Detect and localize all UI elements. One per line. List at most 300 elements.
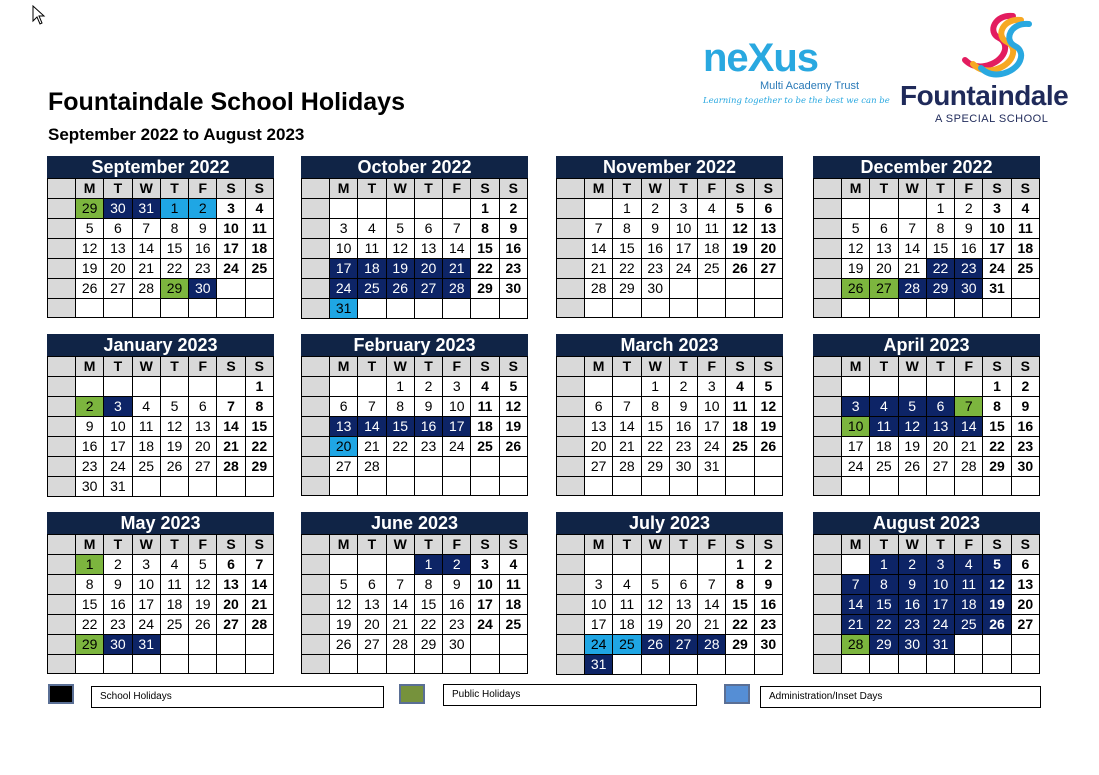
day-cell: 28 [585, 279, 613, 299]
week-spacer [814, 477, 842, 496]
day-cell: 6 [358, 575, 386, 595]
day-header: T [104, 179, 132, 199]
day-header: S [983, 535, 1011, 555]
day-cell [104, 377, 132, 397]
day-cell: 30 [1011, 457, 1039, 477]
day-cell [104, 299, 132, 318]
day-cell: 23 [641, 259, 669, 279]
day-cell: 6 [669, 575, 697, 595]
month-title: August 2023 [813, 512, 1040, 534]
week-spacer [48, 615, 76, 635]
day-cell: 18 [160, 595, 188, 615]
day-cell: 30 [76, 477, 104, 497]
week-spacer [814, 299, 842, 318]
day-cell: 12 [499, 397, 527, 417]
day-cell [189, 377, 217, 397]
day-cell: 18 [698, 239, 726, 259]
day-cell [217, 655, 245, 674]
day-cell: 3 [926, 555, 954, 575]
day-header: S [499, 535, 527, 555]
page-title: Fountaindale School Holidays [48, 88, 405, 116]
day-header: T [669, 357, 697, 377]
day-cell: 19 [189, 595, 217, 615]
day-cell: 16 [189, 239, 217, 259]
day-cell: 12 [386, 239, 414, 259]
day-cell: 5 [983, 555, 1011, 575]
day-cell: 25 [471, 437, 499, 457]
day-cell: 22 [926, 259, 954, 279]
day-cell: 12 [189, 575, 217, 595]
day-cell: 31 [926, 635, 954, 655]
day-header: S [726, 357, 754, 377]
day-cell [443, 299, 471, 319]
day-cell: 26 [898, 457, 926, 477]
week-spacer [302, 535, 330, 555]
day-cell: 5 [189, 555, 217, 575]
day-cell: 1 [870, 555, 898, 575]
day-cell: 25 [132, 457, 160, 477]
day-cell: 21 [132, 259, 160, 279]
day-cell: 20 [189, 437, 217, 457]
day-cell: 31 [585, 655, 613, 675]
day-header: M [842, 535, 870, 555]
month-title: November 2022 [556, 156, 783, 178]
day-cell: 20 [754, 239, 782, 259]
day-cell: 5 [898, 397, 926, 417]
day-cell: 2 [641, 199, 669, 219]
day-cell: 21 [386, 615, 414, 635]
day-header: S [1011, 179, 1039, 199]
day-cell [754, 279, 782, 299]
day-cell [585, 477, 613, 496]
day-cell: 10 [926, 575, 954, 595]
day-header: T [104, 357, 132, 377]
day-header: T [160, 357, 188, 377]
day-cell: 26 [842, 279, 870, 299]
day-header: T [669, 179, 697, 199]
day-cell: 14 [217, 417, 245, 437]
day-cell: 7 [898, 219, 926, 239]
day-cell [898, 655, 926, 674]
day-cell: 24 [983, 259, 1011, 279]
day-cell: 15 [641, 417, 669, 437]
day-cell: 17 [104, 437, 132, 457]
day-header: T [358, 179, 386, 199]
day-header: S [217, 357, 245, 377]
day-cell: 9 [443, 575, 471, 595]
day-cell: 25 [955, 615, 983, 635]
day-cell: 29 [726, 635, 754, 655]
week-spacer [302, 555, 330, 575]
week-spacer [302, 595, 330, 615]
day-cell [330, 377, 358, 397]
week-spacer [557, 219, 585, 239]
legend-label: School Holidays [91, 686, 384, 708]
day-cell [842, 477, 870, 496]
day-cell [870, 655, 898, 674]
day-cell: 15 [870, 595, 898, 615]
day-cell: 19 [754, 417, 782, 437]
day-cell: 1 [726, 555, 754, 575]
day-cell [1011, 655, 1039, 674]
day-cell: 14 [245, 575, 273, 595]
day-cell [160, 655, 188, 674]
day-cell: 23 [104, 615, 132, 635]
day-cell: 19 [160, 437, 188, 457]
day-header: F [698, 535, 726, 555]
day-cell: 18 [870, 437, 898, 457]
week-spacer [302, 655, 330, 674]
day-header: F [189, 179, 217, 199]
week-spacer [48, 377, 76, 397]
day-cell: 18 [132, 437, 160, 457]
day-cell [754, 457, 782, 477]
week-spacer [557, 595, 585, 615]
day-cell: 4 [870, 397, 898, 417]
day-header: S [1011, 535, 1039, 555]
day-cell [414, 299, 442, 319]
day-cell: 30 [189, 279, 217, 299]
day-cell: 10 [132, 575, 160, 595]
day-cell [955, 477, 983, 496]
day-cell: 7 [217, 397, 245, 417]
day-cell: 3 [104, 397, 132, 417]
day-cell: 11 [955, 575, 983, 595]
day-cell: 5 [499, 377, 527, 397]
day-cell [471, 457, 499, 477]
day-cell [698, 299, 726, 318]
week-spacer [48, 437, 76, 457]
day-cell: 13 [104, 239, 132, 259]
day-cell [414, 477, 442, 496]
day-cell: 12 [330, 595, 358, 615]
day-cell: 10 [443, 397, 471, 417]
day-cell: 31 [104, 477, 132, 497]
day-cell: 30 [754, 635, 782, 655]
month-calendar [813, 156, 1040, 318]
day-cell: 19 [76, 259, 104, 279]
day-cell: 29 [613, 279, 641, 299]
day-cell: 5 [160, 397, 188, 417]
day-cell: 10 [983, 219, 1011, 239]
week-spacer [48, 357, 76, 377]
day-cell: 8 [641, 397, 669, 417]
day-cell: 18 [955, 595, 983, 615]
week-spacer [557, 357, 585, 377]
day-cell: 14 [585, 239, 613, 259]
day-header: T [870, 179, 898, 199]
day-cell: 21 [443, 259, 471, 279]
day-cell: 17 [842, 437, 870, 457]
day-cell: 8 [870, 575, 898, 595]
day-cell: 17 [926, 595, 954, 615]
day-cell: 24 [926, 615, 954, 635]
day-cell [585, 377, 613, 397]
month-calendar [301, 334, 528, 496]
week-spacer [557, 179, 585, 199]
day-cell [613, 555, 641, 575]
day-cell: 27 [585, 457, 613, 477]
day-cell: 11 [870, 417, 898, 437]
day-cell: 22 [245, 437, 273, 457]
day-cell: 26 [330, 635, 358, 655]
day-cell: 19 [330, 615, 358, 635]
day-cell: 27 [754, 259, 782, 279]
day-cell: 11 [471, 397, 499, 417]
week-spacer [302, 239, 330, 259]
day-cell: 9 [499, 219, 527, 239]
day-header: S [983, 357, 1011, 377]
day-cell: 12 [76, 239, 104, 259]
day-cell: 21 [613, 437, 641, 457]
day-cell: 12 [754, 397, 782, 417]
day-cell: 4 [160, 555, 188, 575]
day-cell [217, 377, 245, 397]
day-cell [842, 377, 870, 397]
day-cell: 13 [1011, 575, 1039, 595]
week-spacer [814, 259, 842, 279]
day-cell [754, 299, 782, 318]
day-cell: 28 [132, 279, 160, 299]
day-header: W [898, 535, 926, 555]
day-header: W [641, 179, 669, 199]
day-cell: 7 [443, 219, 471, 239]
day-cell [471, 655, 499, 674]
day-cell: 20 [585, 437, 613, 457]
day-cell: 7 [358, 397, 386, 417]
day-cell: 26 [641, 635, 669, 655]
day-cell: 18 [1011, 239, 1039, 259]
day-cell: 10 [585, 595, 613, 615]
week-spacer [814, 179, 842, 199]
day-cell: 22 [726, 615, 754, 635]
month-calendar [813, 334, 1040, 496]
day-cell: 14 [613, 417, 641, 437]
day-cell: 14 [955, 417, 983, 437]
day-cell [245, 477, 273, 497]
day-cell: 5 [754, 377, 782, 397]
day-cell: 29 [76, 199, 104, 219]
day-cell [955, 635, 983, 655]
day-cell: 14 [898, 239, 926, 259]
nexus-logo [700, 36, 890, 116]
day-cell [870, 477, 898, 496]
day-cell: 6 [104, 219, 132, 239]
day-cell: 29 [641, 457, 669, 477]
day-cell: 20 [1011, 595, 1039, 615]
day-cell: 29 [870, 635, 898, 655]
month-calendar [556, 156, 783, 318]
day-cell: 10 [842, 417, 870, 437]
mouse-cursor-icon [32, 5, 46, 25]
day-header: F [189, 357, 217, 377]
month-title: June 2023 [301, 512, 528, 534]
month-title: March 2023 [556, 334, 783, 356]
day-cell: 1 [414, 555, 442, 575]
month-calendar [301, 512, 528, 674]
day-cell: 4 [1011, 199, 1039, 219]
day-cell: 9 [669, 397, 697, 417]
day-cell: 27 [104, 279, 132, 299]
legend-swatch [48, 684, 74, 704]
day-cell: 16 [754, 595, 782, 615]
month-calendar [556, 334, 783, 496]
day-cell: 18 [471, 417, 499, 437]
day-header: F [698, 179, 726, 199]
day-cell: 23 [669, 437, 697, 457]
day-cell: 23 [443, 615, 471, 635]
day-cell: 25 [870, 457, 898, 477]
week-spacer [48, 457, 76, 477]
day-header: W [386, 535, 414, 555]
day-cell: 4 [132, 397, 160, 417]
day-header: M [76, 179, 104, 199]
legend-swatch [399, 684, 425, 704]
month-calendar [47, 512, 274, 674]
day-cell [955, 655, 983, 674]
week-spacer [557, 239, 585, 259]
day-cell: 13 [669, 595, 697, 615]
day-cell [669, 655, 697, 675]
day-cell: 11 [499, 575, 527, 595]
day-cell: 1 [76, 555, 104, 575]
day-cell: 25 [613, 635, 641, 655]
day-cell: 7 [132, 219, 160, 239]
nexus-wordmark: neXus [703, 36, 819, 80]
day-cell: 14 [132, 239, 160, 259]
legend-swatch [724, 684, 750, 704]
month-calendar [556, 512, 783, 675]
day-cell [132, 477, 160, 497]
day-cell [76, 377, 104, 397]
week-spacer [814, 615, 842, 635]
day-cell: 24 [669, 259, 697, 279]
day-cell: 25 [1011, 259, 1039, 279]
day-cell: 29 [926, 279, 954, 299]
day-cell [842, 555, 870, 575]
day-cell: 30 [443, 635, 471, 655]
day-cell: 13 [585, 417, 613, 437]
day-header: S [471, 357, 499, 377]
day-cell: 1 [160, 199, 188, 219]
day-cell: 29 [76, 635, 104, 655]
day-cell: 6 [870, 219, 898, 239]
day-cell [641, 655, 669, 675]
day-cell: 2 [754, 555, 782, 575]
day-cell [669, 555, 697, 575]
day-cell: 27 [217, 615, 245, 635]
day-cell: 28 [245, 615, 273, 635]
day-cell: 31 [132, 635, 160, 655]
day-cell: 23 [754, 615, 782, 635]
day-cell: 9 [898, 575, 926, 595]
day-cell: 30 [669, 457, 697, 477]
day-cell: 8 [245, 397, 273, 417]
day-cell: 29 [983, 457, 1011, 477]
day-cell: 20 [358, 615, 386, 635]
day-cell: 3 [217, 199, 245, 219]
month-title: July 2023 [556, 512, 783, 534]
month-title: April 2023 [813, 334, 1040, 356]
day-cell: 5 [842, 219, 870, 239]
day-cell: 7 [842, 575, 870, 595]
day-cell [641, 477, 669, 496]
day-cell: 15 [76, 595, 104, 615]
day-cell: 19 [898, 437, 926, 457]
day-cell: 28 [842, 635, 870, 655]
week-spacer [48, 219, 76, 239]
day-cell [189, 635, 217, 655]
day-cell: 8 [926, 219, 954, 239]
day-cell: 12 [983, 575, 1011, 595]
day-header: F [443, 179, 471, 199]
day-cell [898, 377, 926, 397]
day-header: T [926, 357, 954, 377]
day-header: F [189, 535, 217, 555]
day-cell [585, 299, 613, 318]
day-cell: 25 [358, 279, 386, 299]
day-cell: 12 [842, 239, 870, 259]
week-spacer [557, 555, 585, 575]
day-cell: 26 [160, 457, 188, 477]
day-cell [726, 655, 754, 675]
fountaindale-logo [895, 10, 1095, 130]
day-cell [245, 635, 273, 655]
week-spacer [557, 635, 585, 655]
day-header: T [613, 535, 641, 555]
day-header: S [726, 179, 754, 199]
day-cell: 1 [471, 199, 499, 219]
day-cell: 11 [132, 417, 160, 437]
day-cell: 31 [132, 199, 160, 219]
day-cell [245, 655, 273, 674]
day-header: F [698, 357, 726, 377]
day-cell: 20 [414, 259, 442, 279]
week-spacer [814, 357, 842, 377]
day-cell: 5 [76, 219, 104, 239]
day-cell: 24 [842, 457, 870, 477]
day-cell: 22 [386, 437, 414, 457]
day-cell: 16 [499, 239, 527, 259]
week-spacer [814, 595, 842, 615]
day-cell: 28 [217, 457, 245, 477]
day-cell: 22 [641, 437, 669, 457]
day-header: T [870, 535, 898, 555]
month-calendar [47, 156, 274, 318]
day-cell: 10 [104, 417, 132, 437]
day-cell: 21 [358, 437, 386, 457]
day-header: S [471, 535, 499, 555]
day-cell: 12 [641, 595, 669, 615]
day-cell: 16 [76, 437, 104, 457]
day-cell: 1 [386, 377, 414, 397]
day-cell [669, 279, 697, 299]
day-cell [669, 477, 697, 496]
day-header: S [245, 535, 273, 555]
day-cell: 23 [1011, 437, 1039, 457]
day-cell: 10 [698, 397, 726, 417]
day-cell: 31 [698, 457, 726, 477]
day-cell: 28 [613, 457, 641, 477]
day-cell [585, 555, 613, 575]
day-cell [358, 655, 386, 674]
day-cell: 9 [641, 219, 669, 239]
week-spacer [48, 397, 76, 417]
week-spacer [814, 397, 842, 417]
day-cell: 20 [217, 595, 245, 615]
day-cell: 19 [641, 615, 669, 635]
day-cell: 6 [585, 397, 613, 417]
